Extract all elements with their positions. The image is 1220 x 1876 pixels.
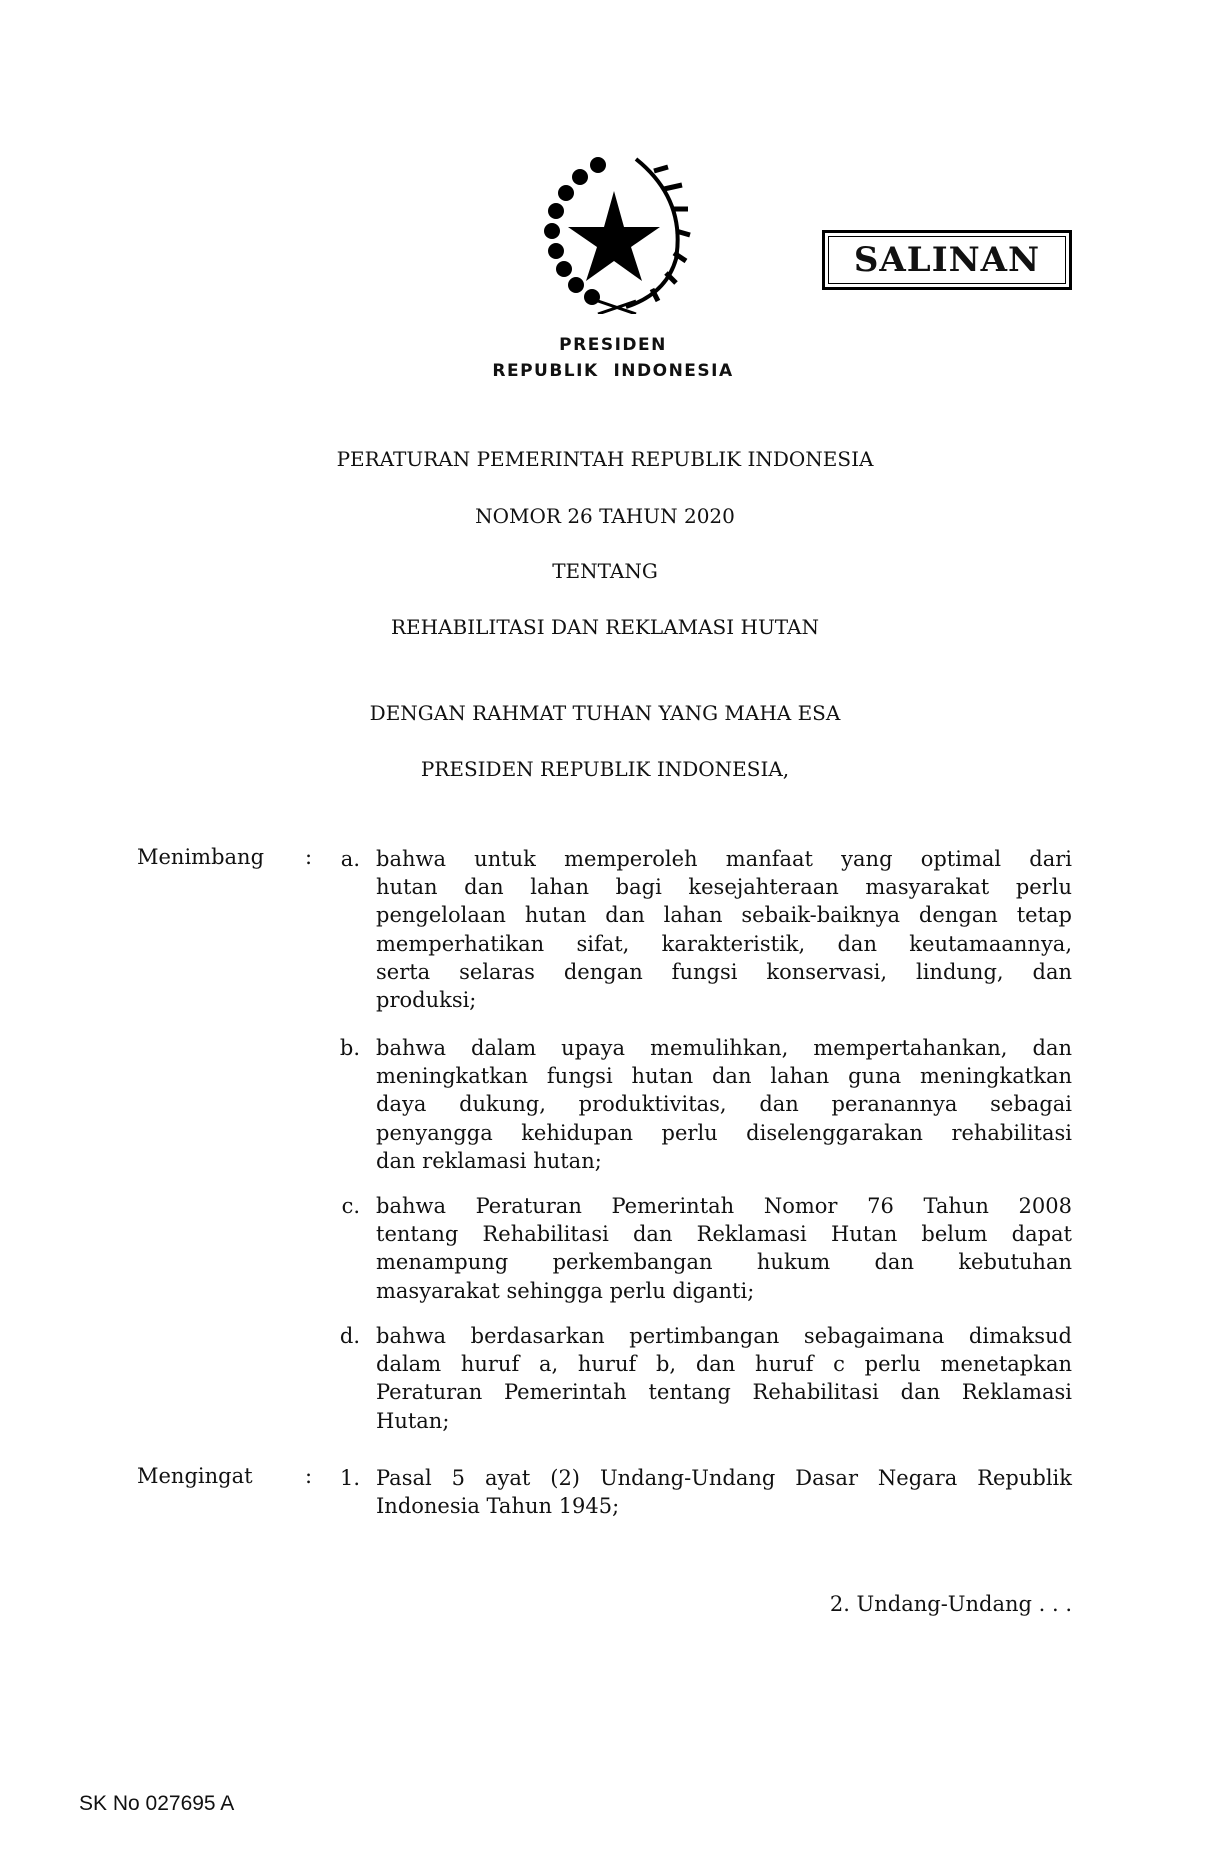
menimbang-item-marker: b. <box>339 1036 360 1060</box>
regulation-number: NOMOR 26 TAHUN 2020 <box>475 504 735 528</box>
text-line: dan reklamasi hutan; <box>376 1148 602 1173</box>
preamble-president: PRESIDEN REPUBLIK INDONESIA, <box>420 757 790 781</box>
menimbang-item-text <box>376 845 1072 1014</box>
emblem-caption-republik: REPUBLIK INDONESIA <box>492 361 734 381</box>
menimbang-item-text <box>376 1192 1072 1305</box>
salinan-stamp: SALINAN <box>822 230 1072 290</box>
text-line: meningkatkan fungsi hutan dan lahan guna meningkatkan <box>376 1064 1072 1089</box>
text-line: bahwa Peraturan Pemerintah Nomor 76 Tahun 2008 <box>376 1194 1072 1218</box>
text-line: bahwa untuk memperoleh manfaat yang optimal dari <box>376 847 1072 871</box>
page-continuation: 2. Undang-Undang . . . <box>829 1592 1072 1616</box>
text-line: Indonesia Tahun 1945; <box>376 1494 620 1519</box>
menimbang-colon: : <box>305 845 313 869</box>
emblem-caption-presiden: PRESIDEN <box>559 335 667 355</box>
text-line: tentang Rehabilitasi dan Reklamasi Hutan belum dapat <box>376 1222 1072 1247</box>
menimbang-item-marker: c. <box>341 1194 360 1218</box>
text-line: bahwa dalam upaya memulihkan, mempertahankan, dan <box>376 1036 1072 1060</box>
text-line: produksi; <box>376 987 477 1012</box>
regulation-about: TENTANG <box>552 559 658 583</box>
text-line: memperhatikan sifat, karakteristik, dan keutamaannya, <box>376 931 1072 956</box>
footer-serial-code: SK No 027695 A <box>79 1792 235 1815</box>
mengingat-colon: : <box>305 1464 313 1488</box>
menimbang-item-marker: d. <box>339 1324 360 1348</box>
text-line: Peraturan Pemerintah tentang Rehabilitasi dan Reklamasi <box>376 1380 1072 1405</box>
text-line: menampung perkembangan hukum dan kebutuhan <box>376 1250 1072 1275</box>
text-line: Pasal 5 ayat (2) Undang-Undang Dasar Negara Republik <box>376 1466 1072 1490</box>
preamble-invocation: DENGAN RAHMAT TUHAN YANG MAHA ESA <box>369 701 841 725</box>
mengingat-item-marker: 1. <box>339 1466 360 1490</box>
text-line: serta selaras dengan fungsi konservasi, lindung, dan <box>376 959 1072 984</box>
menimbang-item-marker: a. <box>340 847 360 871</box>
text-line: penyangga kehidupan perlu diselenggarakan rehabilitasi <box>376 1120 1072 1145</box>
menimbang-label: Menimbang <box>137 845 265 869</box>
mengingat-label: Mengingat <box>137 1464 253 1488</box>
mengingat-item-text <box>376 1464 1072 1520</box>
text-line: daya dukung, produktivitas, dan peranannya sebagai <box>376 1092 1072 1117</box>
regulation-title: PERATURAN PEMERINTAH REPUBLIK INDONESIA <box>336 447 874 471</box>
text-line: dalam huruf a, huruf b, dan huruf c perlu menetapkan <box>376 1352 1072 1377</box>
text-line: bahwa berdasarkan pertimbangan sebagaimana dimaksud <box>376 1324 1072 1348</box>
text-line: Hutan; <box>376 1408 450 1433</box>
text-line: hutan dan lahan bagi kesejahteraan masyarakat perlu <box>376 875 1072 900</box>
regulation-subject: REHABILITASI DAN REKLAMASI HUTAN <box>391 615 819 639</box>
menimbang-item-text <box>376 1034 1072 1175</box>
text-line: masyarakat sehingga perlu diganti; <box>376 1278 755 1303</box>
text-line: pengelolaan hutan dan lahan sebaik-baiknya dengan tetap <box>376 903 1072 928</box>
menimbang-item-text <box>376 1322 1072 1435</box>
garuda-presidential-emblem-icon <box>536 149 698 314</box>
